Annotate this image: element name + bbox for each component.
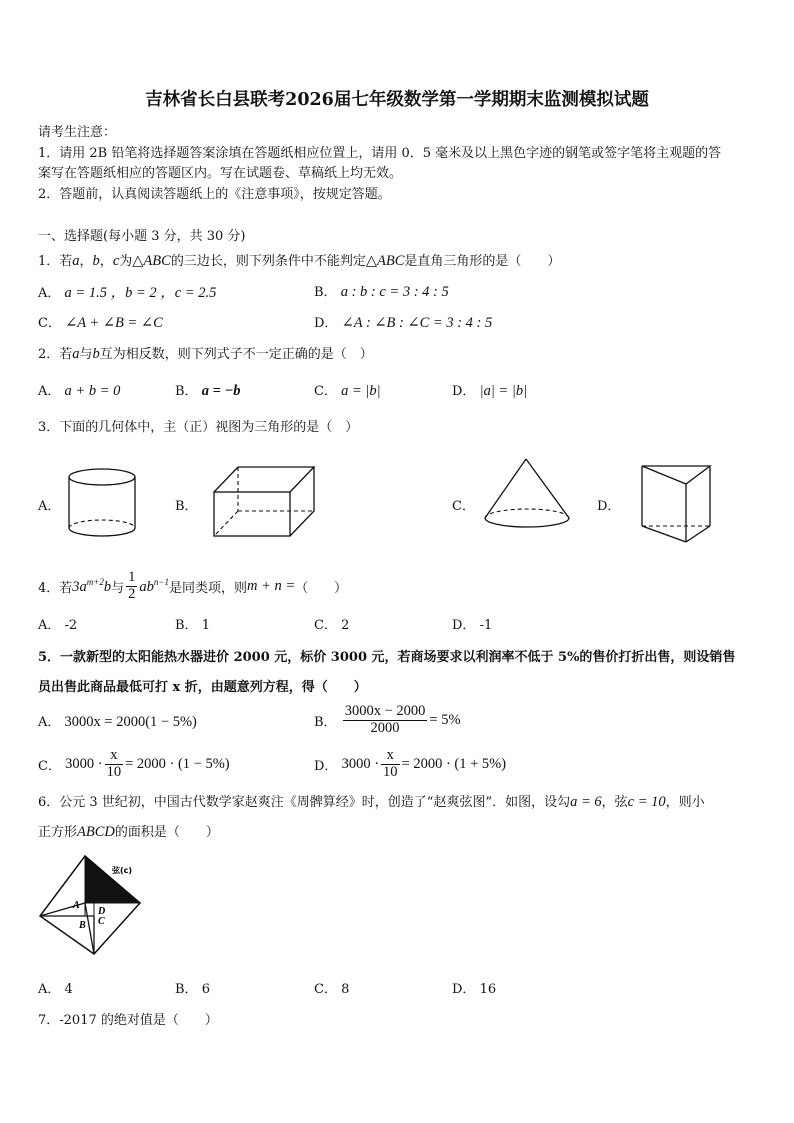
q6-option-d[interactable]: D． 16 [452,982,497,997]
q5-option-d[interactable]: D． 3000 · $\frac{x}{10}$ = 2000 · (1 + 5%) [314,747,507,780]
q6-stem-line-1: 6．公元 3 世纪初，中国古代数学家赵爽注《周髀算经》时，创造了“赵爽弦图”．如图，设勾a = 6，弦c = 10，则小 [38,794,705,810]
notice-heading: 请考生注意： [38,125,117,140]
q1-option-c[interactable]: C． ∠A + ∠B = ∠C [38,315,163,331]
q4-option-c[interactable]: C． 2 [314,618,350,633]
q3-option-a-label[interactable]: A． [38,499,61,514]
q6-option-c[interactable]: C． 8 [314,982,350,997]
q1-stem: 1．若a，b，c为△ABC的三边长，则下列条件中不能判定△ABC是直角三角形的是（ ） [38,253,561,269]
q4-option-d[interactable]: D． -1 [452,618,493,633]
q7-stem: 7．-2017 的绝对值是（ ） [38,1013,218,1028]
q2-option-d[interactable]: D． |a| = |b| [452,383,528,399]
q4-fraction: $\frac{1}{2}$ [128,569,136,602]
q3-option-b-label[interactable]: B． [175,499,198,514]
cone-figure [478,455,578,545]
diagram-label-chord: 弦(c) [112,866,133,875]
q5-stem-line-2: 员出售此商品最低可打 x 折，由题意列方程，得（ ） [38,680,367,695]
diagram-label-b: B [79,920,86,931]
diagram-label-a: A [73,900,80,911]
q5-option-c[interactable]: C． 3000 · $\frac{x}{10}$ = 2000 · (1 − 5%) [38,747,230,780]
section-heading: 一、选择题(每小题 3 分，共 30 分) [38,229,246,244]
q3-stem: 3．下面的几何体中，主（正）视图为三角形的是（ ） [38,420,359,435]
zhao-shuang-diagram [36,852,156,962]
diagram-label-c: C [98,916,105,927]
prism-figure [636,460,726,550]
notice-line-2: 2．答题前，认真阅读答题纸上的《注意事项》，按规定答题。 [38,187,391,202]
q4-option-b[interactable]: B． 1 [175,618,210,633]
q3-option-d-label[interactable]: D． [597,499,621,514]
page-title: 吉林省长白县联考2026届七年级数学第一学期期末监测模拟试题 [145,90,649,110]
q6-option-b[interactable]: B． 6 [175,982,210,997]
q2-option-b[interactable]: B． a = −b [175,383,241,399]
q2-option-a[interactable]: A． a + b = 0 [38,383,121,399]
q3-option-c-label[interactable]: C． [452,499,475,514]
diagram-label-d: D [98,906,106,917]
q1-option-b[interactable]: B． a : b : c = 3 : 4 : 5 [314,284,449,300]
box-figure [208,462,328,547]
q5-option-a[interactable]: A． 3000x = 2000(1 − 5%) [38,714,197,730]
q5-option-b[interactable]: B． $\frac{3000x - 2000}{2000}$ = 5% [314,703,461,736]
q2-stem: 2．若a与b互为相反数，则下列式子不一定正确的是（ ） [38,346,373,362]
q4-stem: 4．若 $3a^{m+2}b$ 与 $\frac{1}{2}$ $ab^{n-1}$ 是同类项，则 m + n = （ ） [38,569,348,602]
q2-option-c[interactable]: C． a = |b| [314,383,381,399]
q6-option-a[interactable]: A． 4 [38,982,73,997]
notice-line-1b: 案写在答题纸相应的答题区内。写在试题卷、草稿纸上均无效。 [38,166,403,181]
q1-option-a[interactable]: A． a = 1.5 ，b = 2 ，c = 2.5 [38,285,217,301]
notice-line-1a: 1．请用 2B 铅笔将选择题答案涂填在答题纸相应位置上，请用 0．5 毫米及以上黑色字迹的钢笔或签字笔将主观题的答 [38,146,722,161]
q1-option-d[interactable]: D． ∠A : ∠B : ∠C = 3 : 4 : 5 [314,315,493,331]
cylinder-figure [60,462,150,547]
q4-option-a[interactable]: A． -2 [38,618,78,633]
q5-stem-line-1: 5．一款新型的太阳能热水器进价 2000 元，标价 3000 元，若商场要求以利润率不低于 5%的售价打折出售，则设销售 [38,650,736,665]
q6-stem-line-2: 正方形ABCD的面积是（ ） [38,824,219,840]
